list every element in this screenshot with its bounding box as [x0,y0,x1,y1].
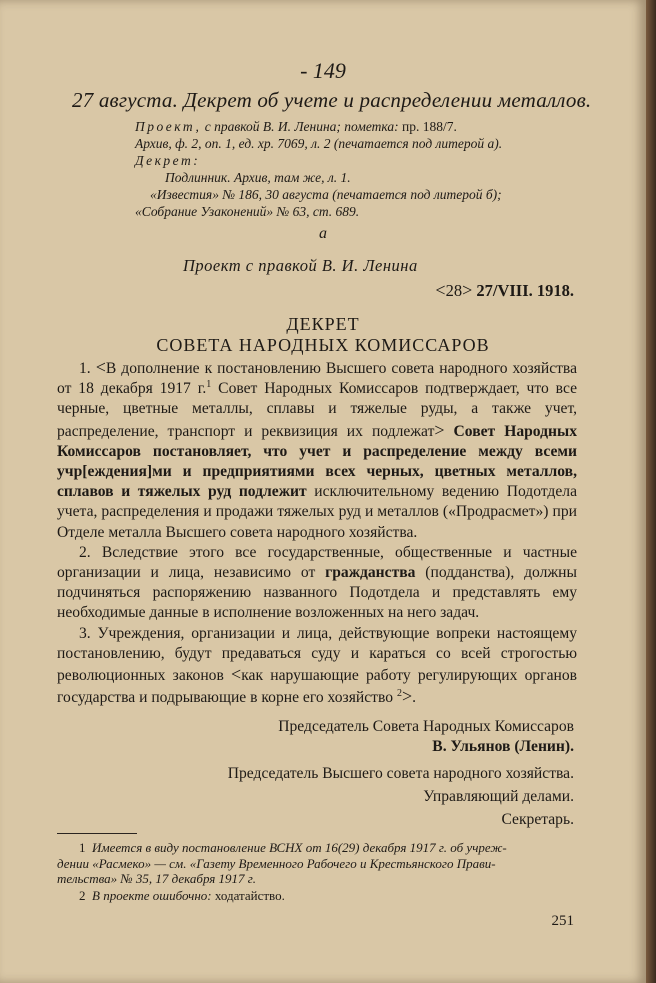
footnote-ref-2: 2 [396,688,402,700]
paragraph-1-number: 1. [79,360,96,377]
signature-chair-title: Председатель Совета Народных Комиссаров [278,718,574,735]
paragraph-3-text-a: 3. Учреждения, организации и лица, действующие вопреки настоящему постановлению, будут предаваться суду и караться со всей строгостью революционных законов [57,624,577,685]
footnote-1-line-1 [57,840,577,856]
source-draft-mark: пр. 188/7. [402,119,457,134]
page-top-number-value: 149 [312,58,346,83]
paragraph-2 [57,543,577,624]
paragraph-1-bracket-open: < [95,357,106,377]
dash-mark: - [300,58,313,83]
source-line-4: Подлинник. Архив, там же, л. 1. [165,170,351,185]
footnote-ref-1: 1 [206,379,212,391]
date-angle-close: > [462,280,473,300]
paragraph-3-text-b: как нарушающие работу регулирующих органов государства и подрывающие в корне его хозяйство [57,667,577,707]
paragraph-1-bracket-close: > [434,419,445,440]
paragraph-1-text-a: В дополнение к постановлению Высшего совета народного хозяйства от 18 декабря 1917 г. [57,360,578,398]
date-value: 27/VIII. 1918. [476,281,574,300]
paragraph-3-text-c: . [412,689,416,707]
paragraph-1-bold-text: Совет Народных Комиссаров постановляет, что учет и распределение между всеми учр[еждения]ми и предприятиями всех черных, цветных металлов, сплавов и тяжелых руд подлежит [57,422,578,501]
source-line-2: Архив, ф. 2, оп. 1, ед. хр. 7069, л. 2 (печатается под литерой а). [135,136,503,151]
paragraph-2-text-a: 2. Вследствие этого все государственные, общественные и частные организации и лица, независимо от [57,543,577,582]
page-top-number [0,58,646,84]
decree-body [57,357,577,708]
decree-title-line-2: СОВЕТА НАРОДНЫХ КОМИССАРОВ [156,335,490,355]
source-draft-label: Проект, [135,119,202,134]
signature-manager: Управляющий делами. [423,788,574,805]
signature-vsnh-chair: Председатель Высшего совета народного хозяйства. [227,765,574,782]
paragraph-3 [57,624,577,709]
footnote-1 [57,840,577,887]
source-line-3: Декрет: [135,153,201,168]
footnote-2-plain: ходатайство. [211,888,285,903]
page-bottom-number: 251 [551,913,574,929]
signature-chair-name: В. Ульянов (Ленин). [432,738,574,755]
footnote-2-italic: В проекте ошибочно: [92,888,212,903]
book-spine-edge [646,0,656,983]
footnote-1-line-2: дении «Расмеко» — см. «Газету Временного Рабочего и Крестьянского Прави- [57,855,496,871]
paragraph-1-text-b: Совет Народных Комиссаров подтверждает, что все черные, цветные металлы, сплавы и тяжелые руды, а также учет, распределение, транспорт и реквизиция их подлежат [57,380,577,440]
source-line-5: «Известия» № 186, 30 августа (печатается под литерой б); [150,187,502,202]
footnote-1-marker: 1 [79,840,86,855]
footnote-divider [57,833,137,834]
decree-date [435,280,574,301]
source-line-1 [135,119,457,135]
draft-caption: Проект с правкой В. И. Ленина [183,256,418,275]
paragraph-3-bracket-close: > [401,686,413,707]
paragraph-3-bracket-open: < [231,664,242,685]
paragraph-1-text-c: исключительному ведению Подотдела учета, распределения и продажи тяжелых руд и металлов («Продрасмет») при Отделе металла Высшего совета народного хозяйства. [57,483,577,541]
paragraph-2-text-b: (подданства), должны подчиняться распоряжению названного Подотдела и представлять ему необходимые данные в исполнение возложенных на него задач. [57,564,577,622]
decree-title-line-1: ДЕКРЕТ [286,314,360,334]
paragraph-1 [57,357,577,543]
source-line-6: «Собрание Узаконений» № 63, ст. 689. [135,204,360,219]
date-day: 28 [445,281,463,300]
footnote-2 [79,888,285,904]
variant-letter: а [319,225,327,242]
date-angle-open: < [435,280,446,300]
footnote-1-line-3: тельства» № 35, 17 декабря 1917 г. [57,871,256,886]
footnote-2-marker: 2 [79,888,86,903]
footnote-1-text-1: Имеется в виду постановление ВСНХ от 16(29) декабря 1917 г. об учреж- [92,840,507,855]
paragraph-2-bold-word: гражданства [325,564,416,582]
source-draft-note: с правкой В. И. Ленина; пометка: [204,119,399,134]
signature-secretary: Секретарь. [501,811,574,828]
document-heading: 27 августа. Декрет об учете и распределении металлов. [72,88,592,112]
